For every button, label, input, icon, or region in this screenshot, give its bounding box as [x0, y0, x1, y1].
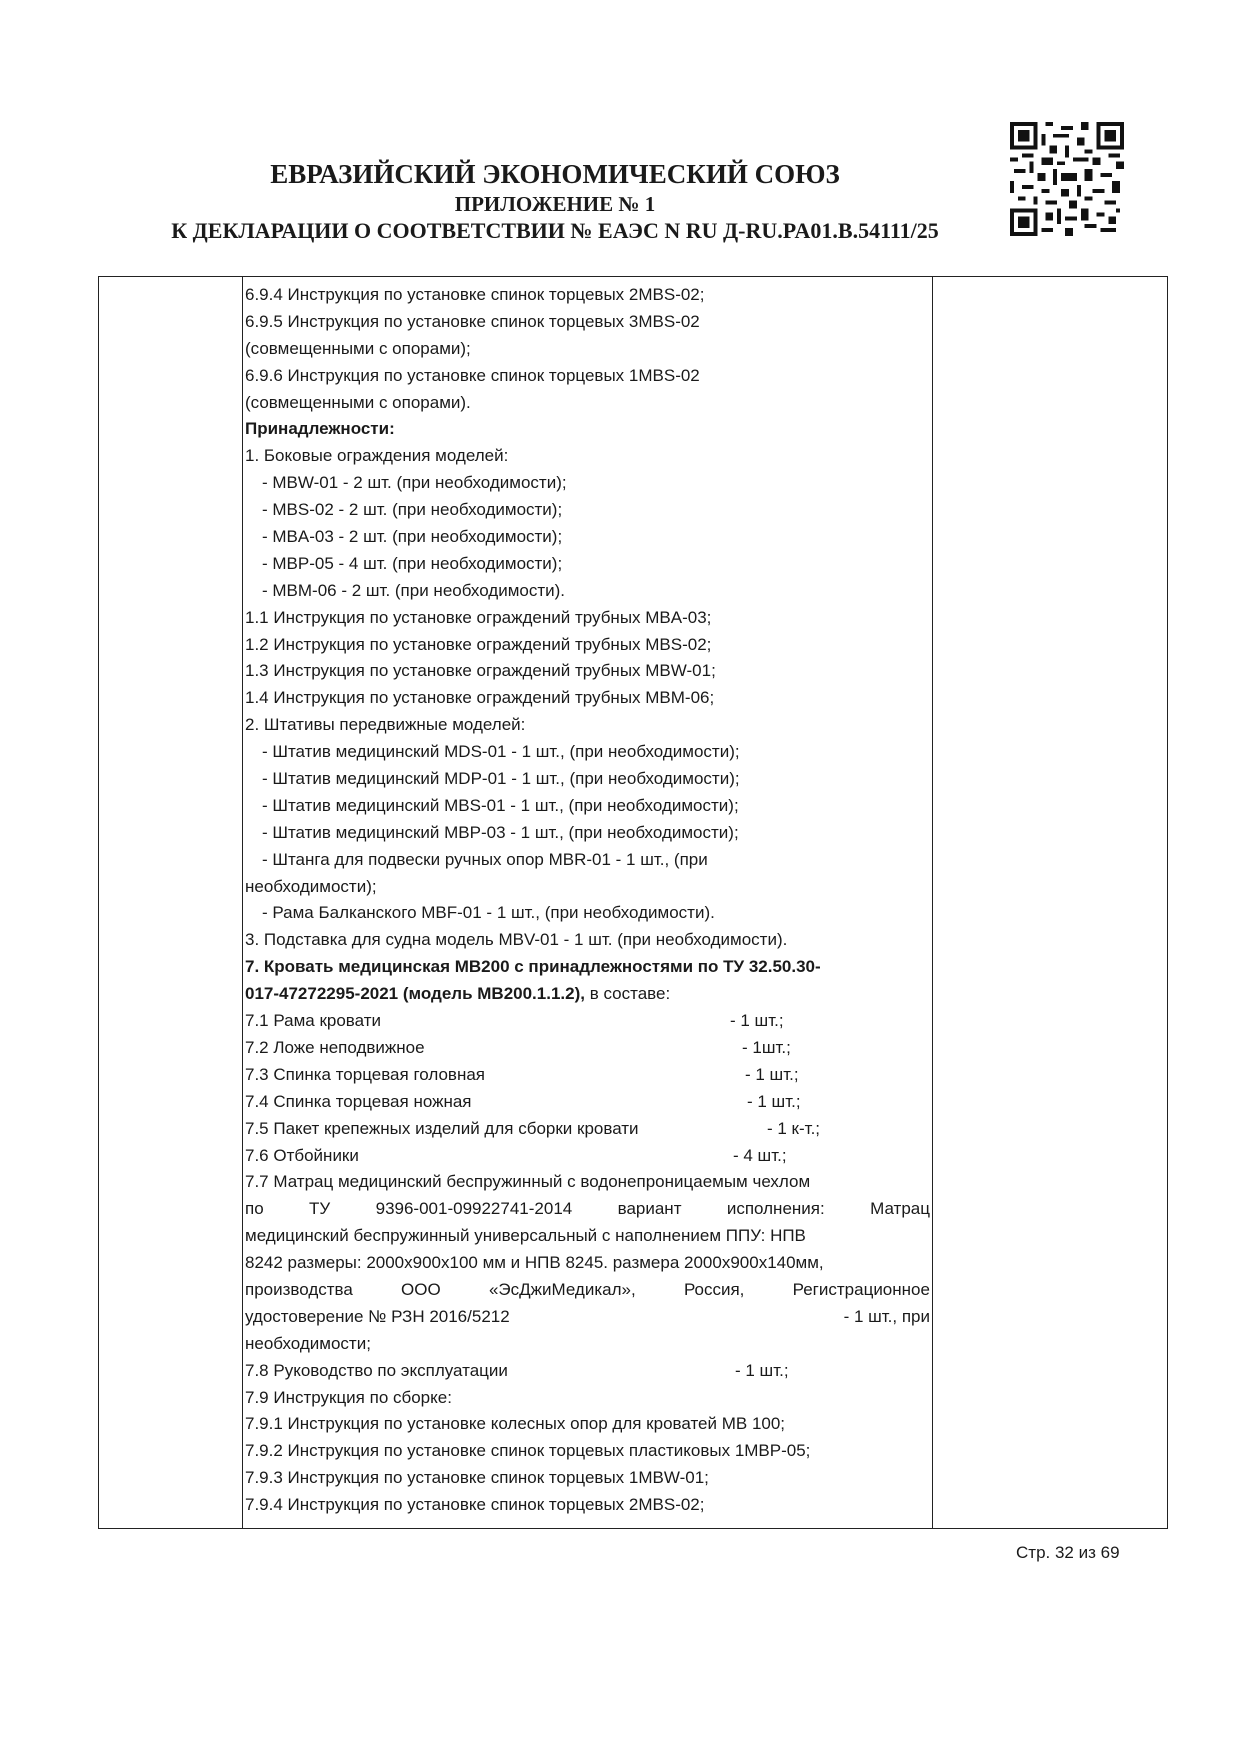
component-qty: - 4 шт.;	[733, 1145, 787, 1165]
text-line: необходимости);	[245, 876, 377, 896]
text-line: 6.9.5 Инструкция по установке спинок торцевых 3MBS-02	[245, 311, 700, 331]
text-line: необходимости;	[245, 1333, 371, 1353]
component-row	[242, 1062, 932, 1089]
list-item: - MBS-02 - 2 шт. (при необходимости);	[262, 500, 563, 520]
component-row	[242, 1089, 932, 1116]
component-row	[242, 1116, 932, 1143]
word: исполнения:	[726, 1199, 825, 1219]
document-header	[0, 158, 1110, 245]
qr-code-icon	[1010, 122, 1124, 236]
component-name: 7.4 Спинка торцевая ножная	[245, 1091, 472, 1111]
list-item: - MBA-03 - 2 шт. (при необходимости);	[262, 527, 563, 547]
justified-line	[242, 1196, 932, 1223]
component-name: 7.8 Руководство по эксплуатации	[245, 1360, 508, 1380]
text-line: 1.2 Инструкция по установке ограждений трубных MBS-02;	[245, 634, 712, 654]
header-appendix-title: ПРИЛОЖЕНИЕ № 1	[454, 192, 656, 216]
page-number: Стр. 32 из 69	[1016, 1543, 1120, 1562]
component-row	[242, 1358, 932, 1385]
text-line: 2. Штативы передвижные моделей:	[245, 715, 526, 735]
component-qty: - 1 шт., при	[843, 1306, 930, 1326]
list-item: - Штатив медицинский MDS-01 - 1 шт., (при необходимости);	[262, 742, 740, 762]
text-line: 6.9.6 Инструкция по установке спинок торцевых 1MBS-02	[245, 365, 700, 385]
text-line: 1.1 Инструкция по установке ограждений трубных MBA-03;	[245, 607, 712, 627]
justified-line	[242, 1277, 932, 1304]
section-heading: Принадлежности:	[245, 419, 395, 439]
text-line: 7.9.2 Инструкция по установке спинок торцевых пластиковых 1MBP-05;	[245, 1441, 811, 1461]
word: ТУ	[309, 1199, 331, 1219]
text-line: (совмещенными с опорами).	[245, 392, 471, 412]
text-line: 1.3 Инструкция по установке ограждений трубных MBW-01;	[245, 661, 716, 681]
text-line: 1. Боковые ограждения моделей:	[245, 446, 509, 466]
text-line: 8242 размеры: 2000х900х100 мм и НПВ 8245. размера 2000х900х140мм,	[245, 1253, 824, 1273]
text-line: медицинский беспружинный универсальный с наполнением ППУ: НПВ	[245, 1226, 806, 1246]
component-name: 7.6 Отбойники	[245, 1145, 359, 1165]
word: вариант	[617, 1199, 682, 1219]
list-item: - Штатив медицинский MBS-01 - 1 шт., (при необходимости);	[262, 795, 739, 815]
component-qty: - 1шт.;	[742, 1037, 791, 1057]
component-row	[242, 1035, 932, 1062]
component-name: 7.5 Пакет крепежных изделий для сборки кровати	[245, 1118, 639, 1138]
component-name: 7.3 Спинка торцевая головная	[245, 1064, 485, 1084]
list-item: - Рама Балканского MBF-01 - 1 шт., (при необходимости).	[262, 903, 715, 923]
component-row	[242, 1008, 932, 1035]
component-name: 7.2 Ложе неподвижное	[245, 1037, 425, 1057]
word: по	[245, 1199, 264, 1219]
product-heading-continuation	[242, 981, 932, 1008]
text-line: 7.9.3 Инструкция по установке спинок торцевых 1MBW-01;	[245, 1468, 709, 1488]
component-qty: - 1 к-т.;	[767, 1118, 821, 1138]
text-line: 7.9 Инструкция по сборке:	[245, 1387, 452, 1407]
table-content-column	[242, 282, 932, 1519]
list-item: - Штатив медицинский MDP-01 - 1 шт., (при необходимости);	[262, 769, 740, 789]
component-qty: - 1 шт.;	[747, 1091, 801, 1111]
word: Регистрационное	[792, 1279, 930, 1299]
word: Россия,	[683, 1279, 745, 1299]
list-item: - MBW-01 - 2 шт. (при необходимости);	[262, 473, 567, 493]
component-name: 7.1 Рама кровати	[245, 1011, 381, 1031]
component-name: удостоверение № РЗН 2016/5212	[245, 1306, 510, 1326]
header-union-title: ЕВРАЗИЙСКИЙ ЭКОНОМИЧЕСКИЙ СОЮЗ	[270, 159, 840, 189]
component-row	[242, 1304, 932, 1331]
word: производства	[245, 1279, 353, 1299]
list-item: - MBM-06 - 2 шт. (при необходимости).	[262, 580, 566, 600]
table-right-column	[932, 277, 1169, 1528]
word: Матрац	[870, 1199, 930, 1219]
text-line: 1.4 Инструкция по установке ограждений трубных MBM-06;	[245, 688, 715, 708]
product-heading: 7. Кровать медицинская MB200 с принадлежностями по ТУ 32.50.30-	[245, 957, 821, 977]
table-left-column	[99, 277, 243, 1528]
product-composition-label: в составе:	[584, 984, 671, 1004]
product-model: 017-47272295-2021 (модель MB200.1.1.2),	[245, 984, 585, 1004]
component-qty: - 1 шт.;	[730, 1011, 784, 1031]
component-qty: - 1 шт.;	[745, 1064, 799, 1084]
word: 9396-001-09922741-2014	[375, 1199, 573, 1219]
declaration-table	[98, 276, 1168, 1529]
list-item: - Штанга для подвески ручных опор MBR-01 - 1 шт., (при	[262, 849, 708, 869]
word: «ЭсДжиМедикал»,	[488, 1279, 636, 1299]
text-line: (совмещенными с опорами);	[245, 338, 471, 358]
component-qty: - 1 шт.;	[735, 1360, 789, 1380]
list-item: - MBP-05 - 4 шт. (при необходимости);	[262, 553, 563, 573]
text-line: 6.9.4 Инструкция по установке спинок торцевых 2MBS-02;	[245, 285, 705, 304]
component-row	[242, 1143, 932, 1170]
list-item: - Штатив медицинский MBP-03 - 1 шт., (при необходимости);	[262, 822, 739, 842]
header-declaration-number: К ДЕКЛАРАЦИИ О СООТВЕТСТВИИ № ЕАЭС N RU Д-RU.PA01.B.54111/25	[171, 218, 939, 243]
text-line: 7.9.1 Инструкция по установке колесных опор для кроватей MB 100;	[245, 1414, 786, 1434]
text-line: 7.7 Матрац медицинский беспружинный с водонепроницаемым чехлом	[245, 1172, 811, 1192]
text-line: 7.9.4 Инструкция по установке спинок торцевых 2MBS-02;	[245, 1495, 705, 1515]
word: ООО	[401, 1279, 441, 1299]
text-line: 3. Подставка для судна модель MBV-01 - 1 шт. (при необходимости).	[245, 930, 788, 950]
